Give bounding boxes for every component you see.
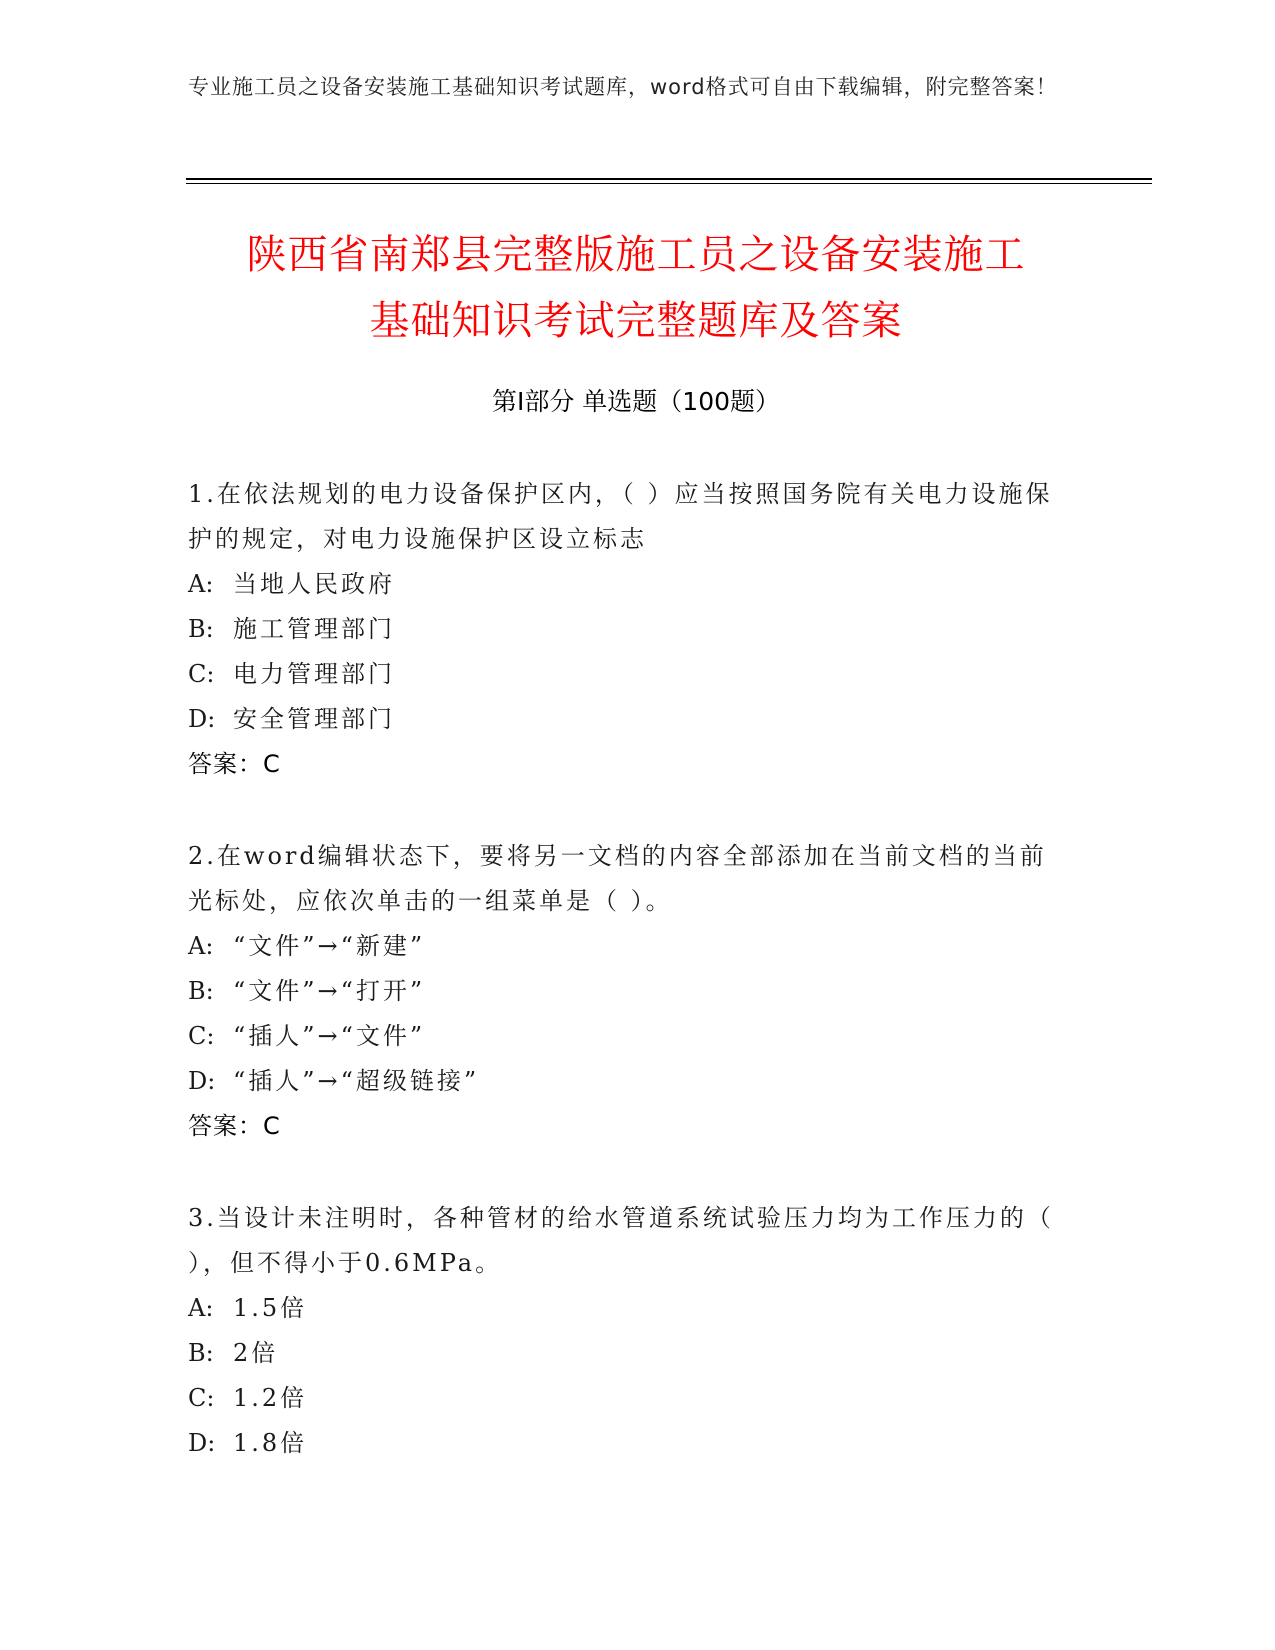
option-text: 1.2倍 <box>233 1384 308 1412</box>
option-text: 电力管理部门 <box>233 660 395 688</box>
header-divider-thick <box>186 178 1152 180</box>
option-text: “插人”→“超级链接” <box>233 1067 480 1095</box>
section-title: 第Ⅰ部分 单选题（100题） <box>491 387 781 416</box>
option-c <box>188 1014 1068 1059</box>
header-divider-thin <box>186 183 1152 184</box>
header-note: 专业施工员之设备安装施工基础知识考试题库，word格式可自由下载编辑，附完整答案！ <box>188 75 1058 99</box>
option-c <box>188 652 1068 697</box>
question-stem: 3.当设计未注明时，各种管材的给水管道系统试验压力均为工作压力的（ ），但不得小于0.6MPa。 <box>188 1204 1054 1277</box>
option-d <box>188 697 1068 742</box>
option-text: 2倍 <box>233 1339 279 1367</box>
option-text: 1.5倍 <box>233 1294 308 1322</box>
option-b <box>188 969 1068 1014</box>
option-text: 当地人民政府 <box>233 570 395 598</box>
option-a <box>188 1286 1068 1331</box>
option-key: D: <box>188 1429 216 1457</box>
option-text: 安全管理部门 <box>233 705 395 733</box>
option-key: C: <box>188 660 215 688</box>
option-text: “插人”→“文件” <box>233 1022 426 1050</box>
option-key: B: <box>188 615 214 643</box>
option-text: 施工管理部门 <box>233 615 395 643</box>
option-key: A: <box>188 570 214 598</box>
option-text: 1.8倍 <box>233 1429 308 1457</box>
option-a <box>188 562 1068 607</box>
option-b <box>188 1331 1068 1376</box>
question-stem: 1.在依法规划的电力设备保护区内，（ ）应当按照国务院有关电力设施保护的规定，对电力设施保护区设立标志 <box>188 480 1053 553</box>
option-b <box>188 607 1068 652</box>
option-key: A: <box>188 1294 214 1322</box>
option-text: “文件”→“打开” <box>233 977 426 1005</box>
option-key: D: <box>188 705 216 733</box>
document-title-line-2: 基础知识考试完整题库及答案 <box>369 298 903 344</box>
option-key: C: <box>188 1384 215 1412</box>
answer: 答案：C <box>188 750 281 778</box>
question-3 <box>188 1196 1068 1466</box>
option-key: B: <box>188 977 214 1005</box>
option-key: D: <box>188 1067 216 1095</box>
question-2 <box>188 834 1068 1149</box>
document-title-line-1: 陕西省南郑县完整版施工员之设备安装施工 <box>246 232 1026 278</box>
option-text: “文件”→“新建” <box>233 932 426 960</box>
document-title <box>186 222 1086 354</box>
question-stem: 2.在word编辑状态下，要将另一文档的内容全部添加在当前文档的当前光标处，应依次单击的一组菜单是（ ）。 <box>188 842 1047 915</box>
option-key: B: <box>188 1339 214 1367</box>
option-d <box>188 1421 1068 1466</box>
answer: 答案：C <box>188 1112 281 1140</box>
option-key: C: <box>188 1022 215 1050</box>
option-a <box>188 924 1068 969</box>
question-1 <box>188 472 1068 787</box>
option-c <box>188 1376 1068 1421</box>
option-key: A: <box>188 932 214 960</box>
option-d <box>188 1059 1068 1104</box>
